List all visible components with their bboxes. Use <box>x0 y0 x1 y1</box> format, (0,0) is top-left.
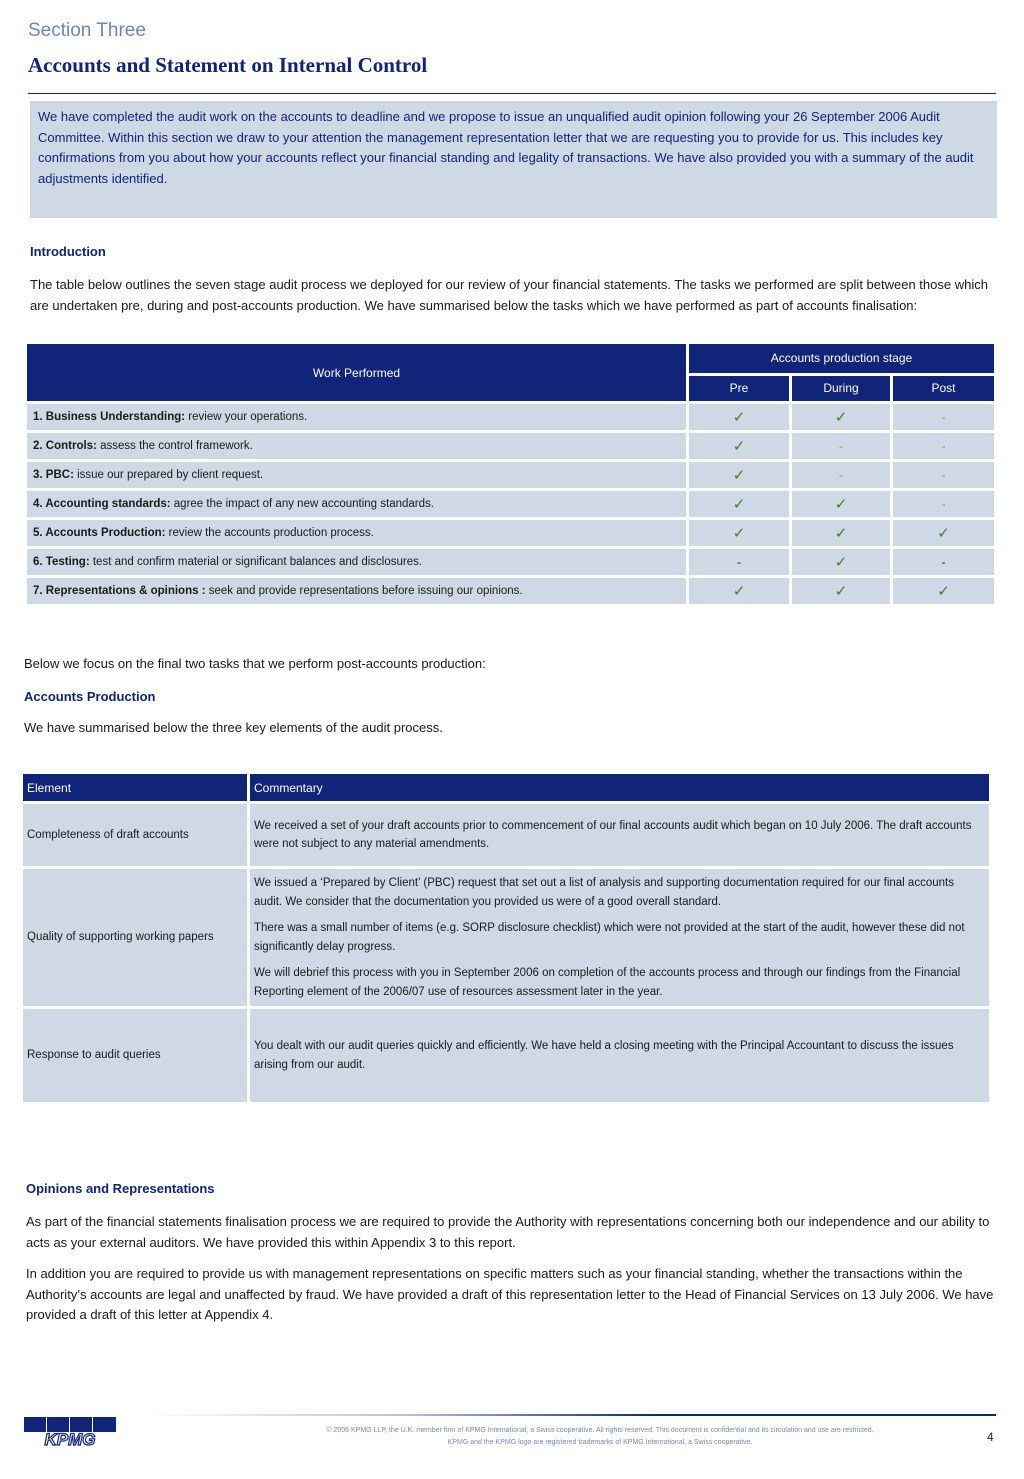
stage-post-cell <box>893 433 994 459</box>
footer-legal-line-2: KPMG and the KPMG logo are registered trademarks of KPMG International, a Swiss cooperative. <box>447 1439 753 1446</box>
check-icon: ✓ <box>732 408 746 426</box>
stage-post-cell <box>893 491 994 517</box>
pre-header: Pre <box>689 376 789 401</box>
check-icon: ✓ <box>732 437 746 455</box>
section-label: Section Three <box>28 20 146 41</box>
kpmg-logo <box>24 1417 116 1447</box>
stage-row <box>27 462 994 488</box>
check-icon: ✓ <box>834 495 848 513</box>
stage-during-cell <box>792 404 890 430</box>
stage-task-description: agree the impact of any new accounting standards. <box>170 498 434 510</box>
stage-pre-cell <box>689 520 789 546</box>
stage-post-cell <box>893 578 994 604</box>
stage-header: Accounts production stage <box>689 344 994 373</box>
element-name-cell: Response to audit queries <box>23 1009 247 1102</box>
stage-task-cell <box>27 578 686 604</box>
opinions-heading: Opinions and Representations <box>26 1181 215 1196</box>
check-icon: ✓ <box>834 553 848 571</box>
check-icon: ✓ <box>732 524 746 542</box>
stage-task-description: test and confirm material or significant balances and disclosures. <box>89 556 423 568</box>
stage-pre-cell <box>689 404 789 430</box>
dash-mark: - <box>941 439 946 453</box>
commentary-cell <box>250 804 989 866</box>
stage-post-cell <box>893 462 994 488</box>
check-icon: ✓ <box>834 582 848 600</box>
footer-legal-line-1: © 2006 KPMG LLP, the U.K. member firm of KPMG International, a Swiss cooperative. All rights reserved. This document is confidential and its circulation and use are restricted. <box>326 1427 874 1434</box>
accounts-production-text: We have summarised below the three key elements of the audit process. <box>24 720 443 735</box>
footer-legal <box>290 1425 910 1449</box>
stage-post-cell <box>893 404 994 430</box>
title-divider <box>28 93 996 94</box>
stage-task-description: issue our prepared by client request. <box>73 469 264 481</box>
element-row <box>23 869 989 1006</box>
stage-during-cell <box>792 549 890 575</box>
check-icon: ✓ <box>834 408 848 426</box>
stage-pre-cell <box>689 578 789 604</box>
stage-task-label: 3. PBC: <box>33 469 74 481</box>
stage-task-description: review your operations. <box>185 411 308 423</box>
commentary-paragraph: There was a small number of items (e.g. SORP disclosure checklist) which were not provided at the start of the audit, however these did not significantly delay progress. <box>254 922 965 953</box>
stage-task-cell <box>27 462 686 488</box>
dash-mark: - <box>839 468 843 482</box>
element-row <box>23 804 989 866</box>
stage-post-cell <box>893 520 994 546</box>
stage-during-cell <box>792 491 890 517</box>
page-title: Accounts and Statement on Internal Control <box>28 53 428 77</box>
dash-mark: - <box>941 555 946 569</box>
stage-task-label: 2. Controls: <box>33 440 97 452</box>
footer-divider <box>150 1414 996 1416</box>
stage-task-label: 4. Accounting standards: <box>33 498 171 510</box>
accounts-production-heading: Accounts Production <box>24 689 156 704</box>
stage-task-description: review the accounts production process. <box>165 527 374 539</box>
introduction-heading: Introduction <box>30 244 106 259</box>
dash-mark: - <box>941 410 946 424</box>
check-icon: ✓ <box>937 524 950 542</box>
summary-text: We have completed the audit work on the accounts to deadline and we propose to issue an unqualified audit opinion following your 26 September 2006 Audit Committee. Within this section we draw to your attention the management representation letter that we are requesting you to provide for us. This includes key confirmations from you about how your accounts reflect your financial standing and legality of transactions. We have also provided you with a summary of the audit adjustments identified. <box>38 109 974 186</box>
stage-during-cell <box>792 462 890 488</box>
dash-mark: - <box>941 468 946 482</box>
stage-pre-cell <box>689 462 789 488</box>
opinions-paragraph-1: As part of the financial statements finalisation process we are required to provide the Authority with representations concerning both our independence and our ability to acts as your external auditors. We have provided this within Appendix 3 to this report. <box>26 1214 990 1250</box>
introduction-text: The table below outlines the seven stage audit process we deployed for our review of your financial statements. The tasks we performed are split between those which are undertaken pre, during and post-accounts production. We have summarised below the tasks which we have performed as part of accounts finalisation: <box>30 277 988 313</box>
check-icon: ✓ <box>732 466 746 484</box>
commentary-cell <box>250 1009 989 1102</box>
element-name-cell: Quality of supporting working papers <box>23 869 247 1006</box>
element-name-cell: Completeness of draft accounts <box>23 804 247 866</box>
stage-pre-cell <box>689 433 789 459</box>
stage-task-description: seek and provide representations before issuing our opinions. <box>205 585 523 597</box>
stage-row <box>27 578 994 604</box>
commentary-cell <box>250 869 989 1006</box>
commentary-paragraph: We will debrief this process with you in September 2006 on completion of the accounts process and through our findings from the Financial Reporting element of the 2006/07 use of resources assessment later in the year. <box>254 967 961 998</box>
commentary-paragraph: We received a set of your draft accounts prior to commencement of our final accounts audit which began on 10 July 2006. The draft accounts were not subject to any material amendments. <box>254 819 972 850</box>
stage-pre-cell <box>689 549 789 575</box>
stage-row <box>27 404 994 430</box>
element-table <box>20 771 992 1105</box>
check-icon: ✓ <box>732 582 746 600</box>
check-icon: ✓ <box>937 582 950 600</box>
commentary-paragraph: We issued a ‘Prepared by Client’ (PBC) request that set out a list of analysis and supporting documentation required for our final accounts audit. We consider that the documentation you provided us were of a good overall standard. <box>254 877 954 908</box>
post-header: Post <box>893 376 994 401</box>
stage-task-label: 7. Representations & opinions : <box>33 585 206 597</box>
stage-row <box>27 491 994 517</box>
summary-box <box>30 101 997 218</box>
stage-task-label: 6. Testing: <box>33 556 90 568</box>
stage-task-label: 1. Business Understanding: <box>33 411 186 423</box>
stage-row <box>27 520 994 546</box>
commentary-paragraph: You dealt with our audit queries quickly and efficiently. We have held a closing meeting with the Principal Accountant to discuss the issues arising from our audit. <box>254 1040 954 1071</box>
commentary-header: Commentary <box>250 774 989 801</box>
stage-task-cell <box>27 433 686 459</box>
stage-during-cell <box>792 520 890 546</box>
stage-task-cell <box>27 404 686 430</box>
element-row <box>23 1009 989 1102</box>
check-icon: ✓ <box>732 495 746 513</box>
opinions-paragraph-2: In addition you are required to provide us with management representations on specific matters such as your financial standing, whether the transactions within the Authority’s accounts are legal and unaffected by fraud. We have provided a draft of this representation letter to the Head of Financial Services on 13 July 2006. We have provided a draft of this letter at Appendix 4. <box>26 1266 994 1322</box>
stage-post-cell <box>893 549 994 575</box>
stage-row <box>27 433 994 459</box>
stage-during-cell <box>792 578 890 604</box>
dash-mark: - <box>941 497 946 511</box>
page-number: 4 <box>987 1430 994 1444</box>
element-header: Element <box>23 774 247 801</box>
check-icon: ✓ <box>834 524 848 542</box>
stage-task-cell <box>27 549 686 575</box>
svg-text:KPMG: KPMG <box>44 1430 96 1447</box>
stage-task-cell <box>27 491 686 517</box>
work-performed-header: Work Performed <box>27 344 686 401</box>
dash-mark: - <box>737 555 741 569</box>
audit-stage-table <box>24 341 997 607</box>
stage-row <box>27 549 994 575</box>
stage-task-cell <box>27 520 686 546</box>
stage-during-cell <box>792 433 890 459</box>
dash-mark: - <box>839 439 843 453</box>
stage-task-description: assess the control framework. <box>96 440 253 452</box>
stage-pre-cell <box>689 491 789 517</box>
during-header: During <box>792 376 890 401</box>
stage-task-label: 5. Accounts Production: <box>33 527 166 539</box>
below-text: Below we focus on the final two tasks that we perform post-accounts production: <box>24 656 486 671</box>
